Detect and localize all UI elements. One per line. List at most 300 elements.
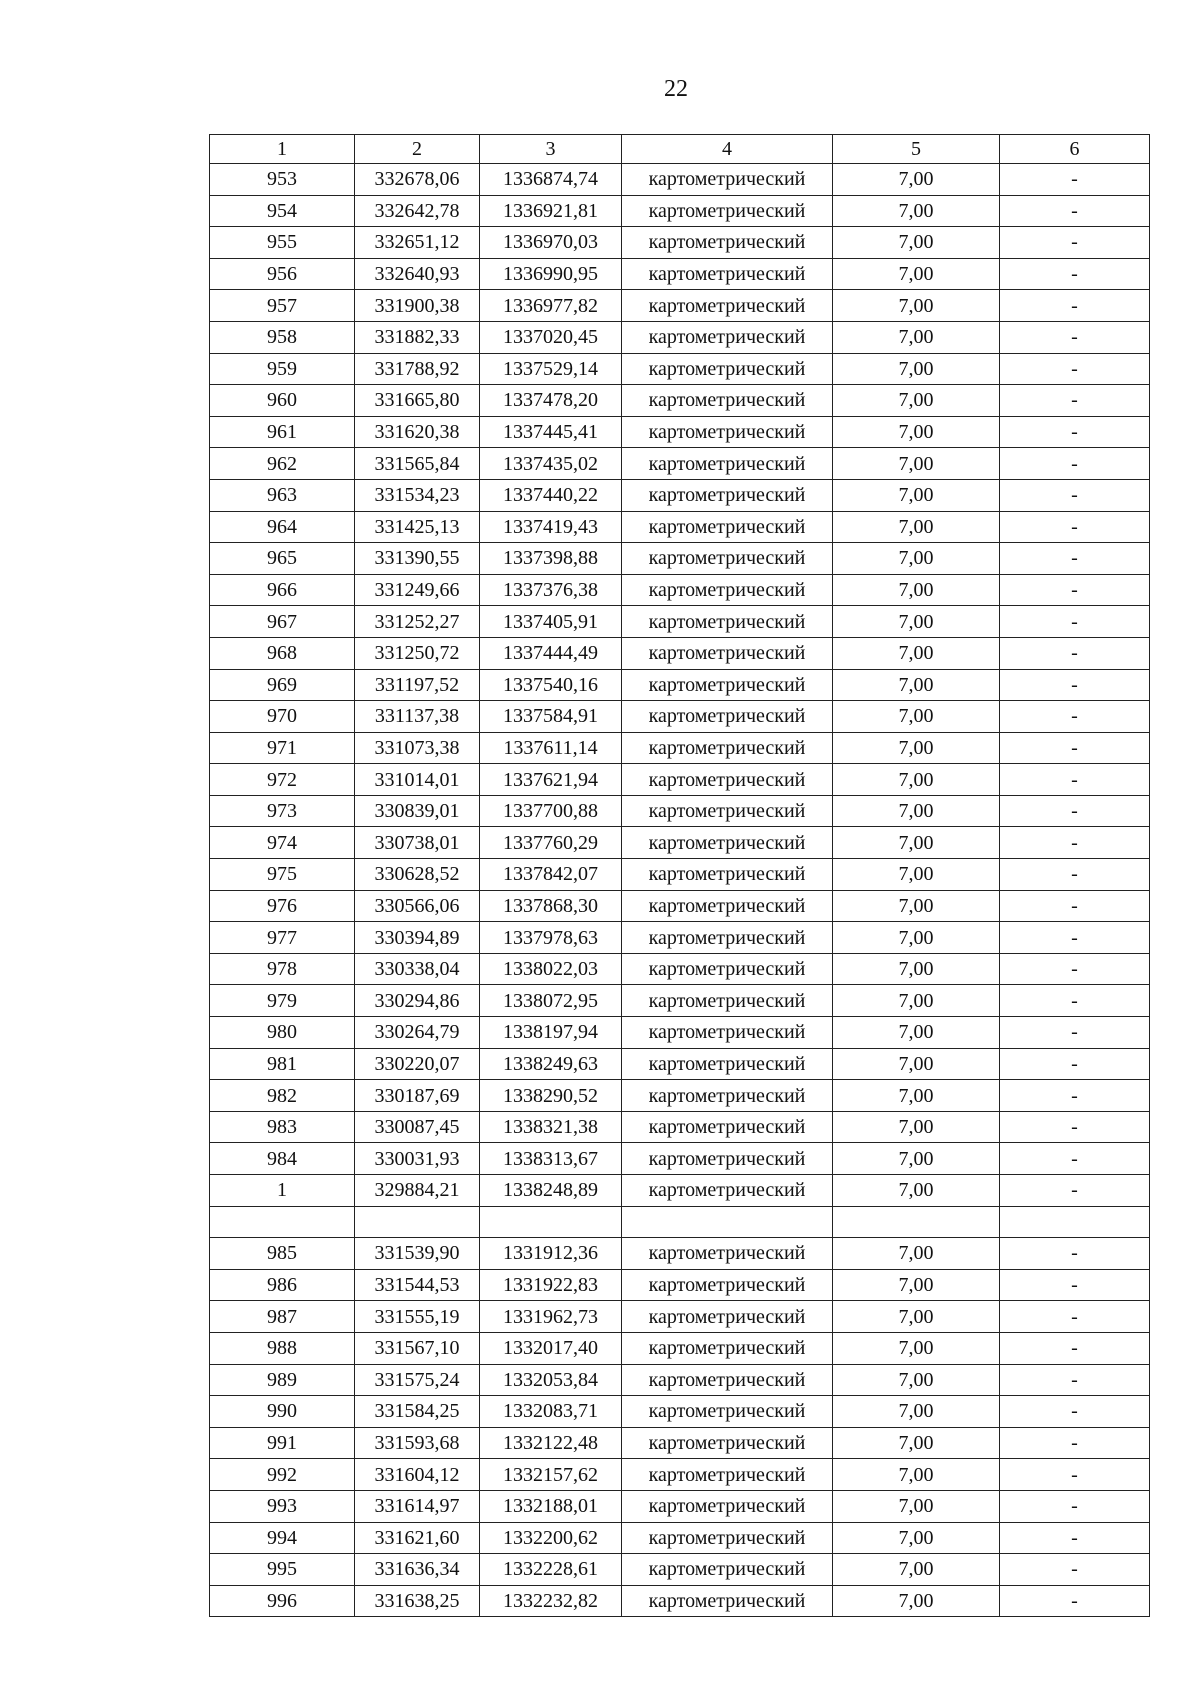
point-number-cell: 958 <box>210 321 355 353</box>
note-cell: - <box>1000 1585 1150 1617</box>
coordinate-y-cell: 1337398,88 <box>480 543 622 575</box>
note-cell: - <box>1000 1427 1150 1459</box>
note-cell: - <box>1000 511 1150 543</box>
coordinate-y-cell: 1336921,81 <box>480 195 622 227</box>
coordinate-x-cell: 331252,27 <box>355 606 480 638</box>
table-row <box>210 859 1150 891</box>
point-number-cell: 964 <box>210 511 355 543</box>
method-cell: картометрический <box>622 290 833 322</box>
point-number-cell: 994 <box>210 1522 355 1554</box>
note-cell: - <box>1000 953 1150 985</box>
coordinate-x-cell: 329884,21 <box>355 1175 480 1207</box>
note-cell: - <box>1000 1175 1150 1207</box>
table-row <box>210 606 1150 638</box>
method-cell: картометрический <box>622 637 833 669</box>
empty-cell <box>210 1206 355 1238</box>
accuracy-cell: 7,00 <box>833 1585 1000 1617</box>
accuracy-cell: 7,00 <box>833 511 1000 543</box>
accuracy-cell: 7,00 <box>833 479 1000 511</box>
column-header: 5 <box>833 135 1000 164</box>
method-cell: картометрический <box>622 764 833 796</box>
method-cell: картометрический <box>622 1269 833 1301</box>
method-cell: картометрический <box>622 1017 833 1049</box>
method-cell: картометрический <box>622 321 833 353</box>
separator-row <box>210 1206 1150 1238</box>
note-cell: - <box>1000 258 1150 290</box>
note-cell: - <box>1000 922 1150 954</box>
coordinate-x-cell: 331539,90 <box>355 1238 480 1270</box>
accuracy-cell: 7,00 <box>833 1017 1000 1049</box>
coordinate-x-cell: 330738,01 <box>355 827 480 859</box>
coordinate-x-cell: 331882,33 <box>355 321 480 353</box>
method-cell: картометрический <box>622 1364 833 1396</box>
method-cell: картометрический <box>622 953 833 985</box>
table-row <box>210 1554 1150 1586</box>
point-number-cell: 976 <box>210 890 355 922</box>
coordinate-y-cell: 1332122,48 <box>480 1427 622 1459</box>
point-number-cell: 981 <box>210 1048 355 1080</box>
table-row <box>210 1048 1150 1080</box>
empty-cell <box>1000 1206 1150 1238</box>
page-number: 22 <box>664 76 688 102</box>
coordinate-y-cell: 1338248,89 <box>480 1175 622 1207</box>
accuracy-cell: 7,00 <box>833 795 1000 827</box>
coordinate-x-cell: 331614,97 <box>355 1490 480 1522</box>
coordinate-y-cell: 1332188,01 <box>480 1490 622 1522</box>
coordinate-x-cell: 330628,52 <box>355 859 480 891</box>
table-row <box>210 1017 1150 1049</box>
coordinate-y-cell: 1337842,07 <box>480 859 622 891</box>
method-cell: картометрический <box>622 1490 833 1522</box>
accuracy-cell: 7,00 <box>833 164 1000 196</box>
method-cell: картометрический <box>622 922 833 954</box>
coordinate-y-cell: 1337445,41 <box>480 416 622 448</box>
point-number-cell: 967 <box>210 606 355 638</box>
coordinate-x-cell: 331638,25 <box>355 1585 480 1617</box>
table-row <box>210 827 1150 859</box>
table-row <box>210 1522 1150 1554</box>
note-cell: - <box>1000 1080 1150 1112</box>
coordinate-y-cell: 1336970,03 <box>480 227 622 259</box>
coordinate-x-cell: 330031,93 <box>355 1143 480 1175</box>
point-number-cell: 977 <box>210 922 355 954</box>
coordinate-x-cell: 332640,93 <box>355 258 480 290</box>
column-header: 1 <box>210 135 355 164</box>
coordinate-y-cell: 1337611,14 <box>480 732 622 764</box>
table-body <box>210 135 1150 1617</box>
accuracy-cell: 7,00 <box>833 1554 1000 1586</box>
coordinate-y-cell: 1338022,03 <box>480 953 622 985</box>
note-cell: - <box>1000 574 1150 606</box>
method-cell: картометрический <box>622 1080 833 1112</box>
note-cell: - <box>1000 701 1150 733</box>
accuracy-cell: 7,00 <box>833 353 1000 385</box>
point-number-cell: 986 <box>210 1269 355 1301</box>
note-cell: - <box>1000 164 1150 196</box>
accuracy-cell: 7,00 <box>833 385 1000 417</box>
table-row <box>210 1269 1150 1301</box>
accuracy-cell: 7,00 <box>833 732 1000 764</box>
point-number-cell: 989 <box>210 1364 355 1396</box>
accuracy-cell: 7,00 <box>833 448 1000 480</box>
note-cell: - <box>1000 448 1150 480</box>
coordinate-y-cell: 1337478,20 <box>480 385 622 417</box>
method-cell: картометрический <box>622 827 833 859</box>
coordinate-x-cell: 330294,86 <box>355 985 480 1017</box>
method-cell: картометрический <box>622 1554 833 1586</box>
method-cell: картометрический <box>622 1396 833 1428</box>
note-cell: - <box>1000 637 1150 669</box>
note-cell: - <box>1000 290 1150 322</box>
method-cell: картометрический <box>622 353 833 385</box>
note-cell: - <box>1000 1490 1150 1522</box>
coordinate-x-cell: 331555,19 <box>355 1301 480 1333</box>
accuracy-cell: 7,00 <box>833 859 1000 891</box>
note-cell: - <box>1000 195 1150 227</box>
coordinate-x-cell: 331584,25 <box>355 1396 480 1428</box>
accuracy-cell: 7,00 <box>833 922 1000 954</box>
point-number-cell: 974 <box>210 827 355 859</box>
coordinate-x-cell: 331390,55 <box>355 543 480 575</box>
coordinate-x-cell: 332678,06 <box>355 164 480 196</box>
coordinate-y-cell: 1337540,16 <box>480 669 622 701</box>
note-cell: - <box>1000 543 1150 575</box>
table-row <box>210 1490 1150 1522</box>
accuracy-cell: 7,00 <box>833 1143 1000 1175</box>
method-cell: картометрический <box>622 574 833 606</box>
method-cell: картометрический <box>622 385 833 417</box>
point-number-cell: 996 <box>210 1585 355 1617</box>
method-cell: картометрический <box>622 1459 833 1491</box>
table-row <box>210 574 1150 606</box>
note-cell: - <box>1000 732 1150 764</box>
accuracy-cell: 7,00 <box>833 890 1000 922</box>
method-cell: картометрический <box>622 859 833 891</box>
table-row <box>210 353 1150 385</box>
point-number-cell: 980 <box>210 1017 355 1049</box>
table-row <box>210 1175 1150 1207</box>
point-number-cell: 970 <box>210 701 355 733</box>
point-number-cell: 979 <box>210 985 355 1017</box>
coordinate-x-cell: 331137,38 <box>355 701 480 733</box>
table-row <box>210 385 1150 417</box>
method-cell: картометрический <box>622 479 833 511</box>
note-cell: - <box>1000 1554 1150 1586</box>
point-number-cell: 982 <box>210 1080 355 1112</box>
coordinate-y-cell: 1337584,91 <box>480 701 622 733</box>
point-number-cell: 961 <box>210 416 355 448</box>
method-cell: картометрический <box>622 1048 833 1080</box>
coordinate-x-cell: 331014,01 <box>355 764 480 796</box>
method-cell: картометрический <box>622 890 833 922</box>
accuracy-cell: 7,00 <box>833 1459 1000 1491</box>
coordinate-y-cell: 1337444,49 <box>480 637 622 669</box>
accuracy-cell: 7,00 <box>833 1301 1000 1333</box>
point-number-cell: 990 <box>210 1396 355 1428</box>
coordinate-x-cell: 331593,68 <box>355 1427 480 1459</box>
coordinate-y-cell: 1332157,62 <box>480 1459 622 1491</box>
point-number-cell: 960 <box>210 385 355 417</box>
coordinate-x-cell: 331534,23 <box>355 479 480 511</box>
table-row <box>210 321 1150 353</box>
table-row <box>210 922 1150 954</box>
table-row <box>210 290 1150 322</box>
table-row <box>210 1080 1150 1112</box>
table-row <box>210 543 1150 575</box>
coordinate-x-cell: 331197,52 <box>355 669 480 701</box>
table-row <box>210 1332 1150 1364</box>
point-number-cell: 973 <box>210 795 355 827</box>
table-row <box>210 1396 1150 1428</box>
coordinate-y-cell: 1337440,22 <box>480 479 622 511</box>
table-row <box>210 701 1150 733</box>
table-row <box>210 1585 1150 1617</box>
empty-cell <box>833 1206 1000 1238</box>
coordinate-y-cell: 1331912,36 <box>480 1238 622 1270</box>
point-number-cell: 987 <box>210 1301 355 1333</box>
coordinate-y-cell: 1337700,88 <box>480 795 622 827</box>
accuracy-cell: 7,00 <box>833 606 1000 638</box>
method-cell: картометрический <box>622 416 833 448</box>
accuracy-cell: 7,00 <box>833 985 1000 1017</box>
point-number-cell: 985 <box>210 1238 355 1270</box>
method-cell: картометрический <box>622 543 833 575</box>
note-cell: - <box>1000 1332 1150 1364</box>
note-cell: - <box>1000 1396 1150 1428</box>
accuracy-cell: 7,00 <box>833 1080 1000 1112</box>
table-row <box>210 1238 1150 1270</box>
coordinate-y-cell: 1331922,83 <box>480 1269 622 1301</box>
empty-cell <box>480 1206 622 1238</box>
coordinate-y-cell: 1332232,82 <box>480 1585 622 1617</box>
method-cell: картометрический <box>622 1522 833 1554</box>
note-cell: - <box>1000 479 1150 511</box>
accuracy-cell: 7,00 <box>833 764 1000 796</box>
method-cell: картометрический <box>622 1585 833 1617</box>
note-cell: - <box>1000 827 1150 859</box>
note-cell: - <box>1000 859 1150 891</box>
note-cell: - <box>1000 669 1150 701</box>
table-row <box>210 227 1150 259</box>
coordinate-x-cell: 331073,38 <box>355 732 480 764</box>
accuracy-cell: 7,00 <box>833 701 1000 733</box>
method-cell: картометрический <box>622 1427 833 1459</box>
point-number-cell: 978 <box>210 953 355 985</box>
coordinate-x-cell: 331604,12 <box>355 1459 480 1491</box>
coordinate-y-cell: 1332053,84 <box>480 1364 622 1396</box>
table-row <box>210 1301 1150 1333</box>
coordinate-x-cell: 331788,92 <box>355 353 480 385</box>
accuracy-cell: 7,00 <box>833 1332 1000 1364</box>
coordinate-x-cell: 331425,13 <box>355 511 480 543</box>
point-number-cell: 992 <box>210 1459 355 1491</box>
method-cell: картометрический <box>622 985 833 1017</box>
accuracy-cell: 7,00 <box>833 1396 1000 1428</box>
coordinate-y-cell: 1332017,40 <box>480 1332 622 1364</box>
accuracy-cell: 7,00 <box>833 227 1000 259</box>
accuracy-cell: 7,00 <box>833 416 1000 448</box>
note-cell: - <box>1000 1459 1150 1491</box>
coordinate-x-cell: 332642,78 <box>355 195 480 227</box>
method-cell: картометрический <box>622 164 833 196</box>
note-cell: - <box>1000 385 1150 417</box>
table-row <box>210 890 1150 922</box>
point-number-cell: 955 <box>210 227 355 259</box>
coordinate-x-cell: 332651,12 <box>355 227 480 259</box>
coordinate-x-cell: 330566,06 <box>355 890 480 922</box>
method-cell: картометрический <box>622 511 833 543</box>
accuracy-cell: 7,00 <box>833 1490 1000 1522</box>
table-row <box>210 479 1150 511</box>
coordinate-y-cell: 1338197,94 <box>480 1017 622 1049</box>
accuracy-cell: 7,00 <box>833 637 1000 669</box>
coordinate-y-cell: 1336874,74 <box>480 164 622 196</box>
coordinate-y-cell: 1336990,95 <box>480 258 622 290</box>
point-number-cell: 954 <box>210 195 355 227</box>
note-cell: - <box>1000 1048 1150 1080</box>
table-row <box>210 258 1150 290</box>
note-cell: - <box>1000 890 1150 922</box>
coordinate-y-cell: 1338290,52 <box>480 1080 622 1112</box>
point-number-cell: 971 <box>210 732 355 764</box>
point-number-cell: 995 <box>210 1554 355 1586</box>
note-cell: - <box>1000 1522 1150 1554</box>
coordinate-x-cell: 331575,24 <box>355 1364 480 1396</box>
point-number-cell: 956 <box>210 258 355 290</box>
table-row <box>210 1459 1150 1491</box>
coordinate-y-cell: 1331962,73 <box>480 1301 622 1333</box>
point-number-cell: 983 <box>210 1111 355 1143</box>
coordinate-y-cell: 1337419,43 <box>480 511 622 543</box>
point-number-cell: 957 <box>210 290 355 322</box>
coordinate-y-cell: 1337621,94 <box>480 764 622 796</box>
note-cell: - <box>1000 1364 1150 1396</box>
coordinate-x-cell: 331544,53 <box>355 1269 480 1301</box>
coordinate-x-cell: 330839,01 <box>355 795 480 827</box>
accuracy-cell: 7,00 <box>833 1048 1000 1080</box>
point-number-cell: 953 <box>210 164 355 196</box>
point-number-cell: 991 <box>210 1427 355 1459</box>
coordinate-x-cell: 330187,69 <box>355 1080 480 1112</box>
accuracy-cell: 7,00 <box>833 1522 1000 1554</box>
point-number-cell: 968 <box>210 637 355 669</box>
table-row <box>210 1143 1150 1175</box>
note-cell: - <box>1000 1301 1150 1333</box>
coordinate-y-cell: 1332083,71 <box>480 1396 622 1428</box>
coordinate-x-cell: 330087,45 <box>355 1111 480 1143</box>
accuracy-cell: 7,00 <box>833 321 1000 353</box>
coordinate-y-cell: 1332228,61 <box>480 1554 622 1586</box>
table-row <box>210 1364 1150 1396</box>
note-cell: - <box>1000 353 1150 385</box>
coordinate-x-cell: 331900,38 <box>355 290 480 322</box>
note-cell: - <box>1000 606 1150 638</box>
table-row <box>210 637 1150 669</box>
accuracy-cell: 7,00 <box>833 669 1000 701</box>
coordinate-x-cell: 331565,84 <box>355 448 480 480</box>
point-number-cell: 975 <box>210 859 355 891</box>
table-row <box>210 448 1150 480</box>
method-cell: картометрический <box>622 448 833 480</box>
point-number-cell: 966 <box>210 574 355 606</box>
coordinate-y-cell: 1336977,82 <box>480 290 622 322</box>
coordinate-y-cell: 1338313,67 <box>480 1143 622 1175</box>
coordinate-x-cell: 331567,10 <box>355 1332 480 1364</box>
coordinate-x-cell: 330220,07 <box>355 1048 480 1080</box>
coordinate-y-cell: 1337760,29 <box>480 827 622 859</box>
coordinate-x-cell: 330394,89 <box>355 922 480 954</box>
note-cell: - <box>1000 795 1150 827</box>
coordinate-x-cell: 330264,79 <box>355 1017 480 1049</box>
method-cell: картометрический <box>622 1238 833 1270</box>
note-cell: - <box>1000 1017 1150 1049</box>
coordinate-y-cell: 1337435,02 <box>480 448 622 480</box>
column-header: 3 <box>480 135 622 164</box>
column-header: 4 <box>622 135 833 164</box>
empty-cell <box>622 1206 833 1238</box>
accuracy-cell: 7,00 <box>833 543 1000 575</box>
table-row <box>210 985 1150 1017</box>
point-number-cell: 993 <box>210 1490 355 1522</box>
accuracy-cell: 7,00 <box>833 1427 1000 1459</box>
note-cell: - <box>1000 1269 1150 1301</box>
point-number-cell: 1 <box>210 1175 355 1207</box>
accuracy-cell: 7,00 <box>833 258 1000 290</box>
table-row <box>210 669 1150 701</box>
point-number-cell: 984 <box>210 1143 355 1175</box>
table-row <box>210 764 1150 796</box>
note-cell: - <box>1000 764 1150 796</box>
coordinate-x-cell: 331665,80 <box>355 385 480 417</box>
coordinate-y-cell: 1338072,95 <box>480 985 622 1017</box>
method-cell: картометрический <box>622 732 833 764</box>
coordinate-x-cell: 331620,38 <box>355 416 480 448</box>
coordinate-x-cell: 331249,66 <box>355 574 480 606</box>
method-cell: картометрический <box>622 1332 833 1364</box>
method-cell: картометрический <box>622 195 833 227</box>
coordinate-y-cell: 1337868,30 <box>480 890 622 922</box>
accuracy-cell: 7,00 <box>833 827 1000 859</box>
method-cell: картометрический <box>622 795 833 827</box>
coordinate-x-cell: 331636,34 <box>355 1554 480 1586</box>
point-number-cell: 969 <box>210 669 355 701</box>
header-row <box>210 135 1150 164</box>
coordinate-y-cell: 1332200,62 <box>480 1522 622 1554</box>
note-cell: - <box>1000 416 1150 448</box>
accuracy-cell: 7,00 <box>833 195 1000 227</box>
coordinate-x-cell: 331621,60 <box>355 1522 480 1554</box>
point-number-cell: 959 <box>210 353 355 385</box>
coordinate-x-cell: 330338,04 <box>355 953 480 985</box>
table-row <box>210 511 1150 543</box>
note-cell: - <box>1000 1111 1150 1143</box>
accuracy-cell: 7,00 <box>833 953 1000 985</box>
note-cell: - <box>1000 1238 1150 1270</box>
coordinate-y-cell: 1337376,38 <box>480 574 622 606</box>
table-row <box>210 164 1150 196</box>
accuracy-cell: 7,00 <box>833 1364 1000 1396</box>
point-number-cell: 965 <box>210 543 355 575</box>
note-cell: - <box>1000 321 1150 353</box>
method-cell: картометрический <box>622 227 833 259</box>
note-cell: - <box>1000 227 1150 259</box>
method-cell: картометрический <box>622 1175 833 1207</box>
accuracy-cell: 7,00 <box>833 1111 1000 1143</box>
table-row <box>210 795 1150 827</box>
table-row <box>210 732 1150 764</box>
coordinate-y-cell: 1337529,14 <box>480 353 622 385</box>
column-header: 6 <box>1000 135 1150 164</box>
